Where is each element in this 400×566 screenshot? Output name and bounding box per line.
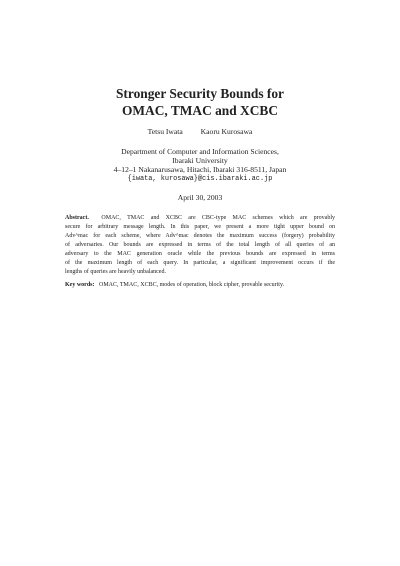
- abstract-label: Abstract.: [65, 215, 89, 221]
- paper-title-line-1: Stronger Security Bounds for: [115, 86, 284, 101]
- keywords-label: Key words:: [65, 282, 95, 288]
- abstract-line: Abstract. OMAC, TMAC and XCBC are CBC-type MAC schemes which are provably: [65, 215, 335, 221]
- abstract-line: of the maximum length of each query. In particular, a significant improvement occurs if the: [65, 260, 335, 266]
- keywords: [65, 281, 335, 290]
- abstract-line: adversary to the MAC generation oracle while the previous bounds are expressed in terms: [65, 251, 335, 257]
- abstract-line: Adv^mac for each scheme, where Adv^mac denotes the maximum success (forgery) probability: [65, 233, 335, 239]
- author-list: [0, 127, 400, 136]
- author-name: Tetsu Iwata: [147, 127, 183, 136]
- abstract-line: lengths of queries are heavily unbalanced.: [65, 269, 166, 275]
- abstract-line: secure for arbitrary message length. In this paper, we present a more tight upper bound on: [65, 224, 335, 230]
- affiliation-address: 4–12–1 Nakanarusawa, Hitachi, Ibaraki 316-8511, Japan: [113, 165, 287, 174]
- abstract-line: of adversaries. Our bounds are expressed in terms of the total length of all queries of an: [65, 242, 335, 248]
- keywords-text: OMAC, TMAC, XCBC, modes of operation, block cipher, provable security.: [99, 282, 285, 288]
- paper-date: April 30, 2003: [177, 193, 223, 202]
- affiliation-university: Ibaraki University: [172, 156, 228, 165]
- abstract: [65, 214, 335, 277]
- author-email: {iwata, kurosawa}@cis.ibaraki.ac.jp: [127, 175, 273, 183]
- paper-title-line-2: OMAC, TMAC and XCBC: [122, 103, 278, 118]
- author-name: Kaoru Kurosawa: [200, 127, 253, 136]
- affiliation-department: Department of Computer and Information Sciences,: [121, 147, 279, 156]
